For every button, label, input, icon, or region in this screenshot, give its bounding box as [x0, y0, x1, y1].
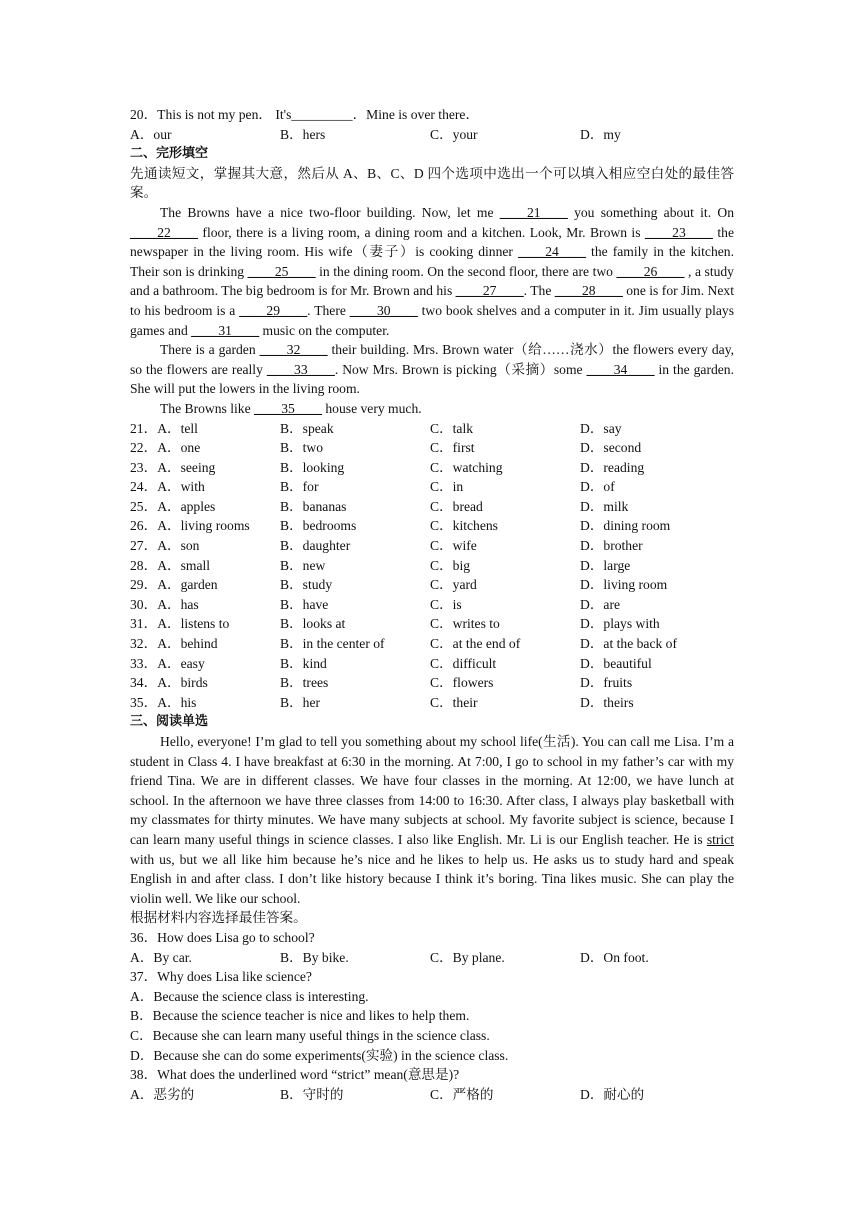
option-c[interactable]: C．in — [430, 479, 464, 495]
option-d[interactable]: D．second — [580, 440, 642, 456]
option-c[interactable]: C．yard — [430, 577, 477, 593]
option-b[interactable]: B．守时的 — [280, 1086, 344, 1102]
question-number: 24． — [130, 479, 158, 495]
question-number: 28． — [130, 557, 158, 573]
question-number: 27． — [130, 538, 158, 554]
question-number: 22． — [130, 440, 158, 456]
cloze-blank[interactable]: ____24____ — [518, 244, 586, 260]
option-d[interactable]: D．milk — [580, 498, 629, 514]
option-a[interactable] — [130, 497, 280, 517]
option-text[interactable]: A．birds — [157, 675, 208, 691]
option-b[interactable]: B．trees — [280, 675, 329, 691]
cloze-text: . The — [523, 283, 555, 299]
option-d[interactable]: D．are — [580, 596, 621, 612]
exam-page — [130, 105, 734, 1104]
cloze-question-row — [130, 673, 734, 693]
option-c[interactable]: C．writes to — [430, 616, 500, 632]
cloze-text: in the dining room. On the second floor, there are two — [315, 263, 617, 279]
cloze-text: one is for Jim. Next to his bedroom is a — [130, 283, 734, 318]
question-36-options — [130, 948, 734, 968]
option-a[interactable] — [130, 516, 280, 536]
question-number: 26． — [130, 518, 158, 534]
cloze-text: two book shelves and a computer in it. Jim usually plays games and — [130, 302, 734, 338]
option-a[interactable]: A．恶劣的 — [130, 1086, 195, 1102]
option-d[interactable]: D．Because she can do some experiments(实验) in the science class. — [130, 1047, 509, 1063]
question-number: 35． — [130, 694, 158, 710]
cloze-paragraph — [130, 340, 734, 399]
option-b[interactable]: B．two — [280, 440, 324, 456]
option-c[interactable]: C．first — [430, 440, 475, 456]
option-d[interactable]: D．theirs — [580, 694, 634, 710]
cloze-blank[interactable]: ____32____ — [259, 342, 328, 358]
section-3-title: 三、阅读单选 — [130, 714, 209, 730]
cloze-paragraph — [130, 203, 734, 340]
option-d[interactable]: D．beautiful — [580, 655, 652, 671]
option-text[interactable]: A．easy — [157, 655, 205, 671]
cloze-question-row — [130, 536, 734, 556]
cloze-text: the newspaper in the living room. His wife（妻子）is cooking dinner — [130, 224, 734, 260]
question-38-options — [130, 1085, 734, 1105]
option-c[interactable]: C．By plane. — [430, 949, 505, 965]
option-b[interactable]: B．have — [280, 596, 329, 612]
question-number: 33． — [130, 655, 158, 671]
cloze-question-row — [130, 516, 734, 536]
option-a[interactable]: A．Because the science class is interesting. — [130, 988, 369, 1004]
option-text[interactable]: A．behind — [157, 636, 218, 652]
cloze-text: , a study and a bathroom. The big bedroom is for Mr. Brown and his — [130, 263, 734, 299]
reading-passage-part-1: Hello, everyone! I’m glad to tell you something about my school life(生活). You can call me Lisa. I’m a student in Class 4. I have breakfast at 6:30 in the morning. At 7:00, I go to school in my father’s car with my friend Tina. We are in different classes. We have four classes in the morning. At 12:00, we have lunch at school. In the afternoon we have three classes from 14:00 to 16:30. After class, I always play basketball with my classmates for thirty minutes. We have many subjects at school. My favorite subject is science, because I can learn many useful things in science classes. I also like English. Mr. Li is our English teacher. He is — [130, 734, 734, 847]
option-b[interactable]: B．in the center of — [280, 636, 385, 652]
option-a[interactable]: A．our — [130, 126, 172, 142]
question-number: 29． — [130, 577, 158, 593]
option-c[interactable]: C．wife — [430, 538, 477, 554]
option-c[interactable]: C．严格的 — [430, 1086, 494, 1102]
question-20-stem: 20．This is not my pen． It's_________．Mine is over there． — [130, 107, 480, 122]
option-c[interactable]: C．their — [430, 694, 478, 710]
cloze-text: . There — [307, 302, 350, 318]
option-d[interactable]: D．large — [580, 557, 631, 573]
option-d[interactable]: D．living room — [580, 577, 668, 593]
option-d[interactable]: D．of — [580, 479, 615, 495]
cloze-blank[interactable]: ____34____ — [586, 361, 655, 377]
option-b[interactable]: B．bedrooms — [280, 518, 357, 534]
option-d[interactable]: D．brother — [580, 538, 643, 554]
cloze-blank[interactable]: ____28____ — [554, 283, 623, 299]
cloze-blank[interactable]: ____25____ — [247, 263, 316, 279]
underlined-word-strict: strict — [706, 831, 734, 847]
cloze-blank[interactable]: ____31____ — [191, 322, 260, 338]
option-a[interactable]: A．By car. — [130, 949, 192, 965]
cloze-text: floor, there is a living room, a dining room and a kitchen. Look, Mr. Brown is — [197, 224, 645, 240]
option-c[interactable]: C．flowers — [430, 675, 494, 691]
option-d[interactable]: D．my — [580, 126, 621, 142]
option-d[interactable]: D．耐心的 — [580, 1086, 645, 1102]
cloze-blank[interactable]: ____33____ — [266, 361, 335, 377]
cloze-question-row — [130, 556, 734, 576]
cloze-text: in the garden. She will put the lowers in the living room. — [130, 361, 735, 397]
cloze-text: you something about it. On — [567, 204, 734, 220]
option-a[interactable] — [130, 556, 280, 576]
option-b[interactable]: B．bananas — [280, 498, 347, 514]
option-c[interactable]: C．bread — [430, 498, 483, 514]
reading-passage — [130, 732, 734, 908]
cloze-question-row — [130, 458, 734, 478]
cloze-question-row — [130, 419, 734, 439]
option-c[interactable]: C．talk — [430, 420, 474, 436]
question-37-stem: 37．Why does Lisa like science? — [130, 969, 312, 985]
option-a[interactable] — [130, 536, 280, 556]
cloze-question-row — [130, 477, 734, 497]
option-a[interactable] — [130, 634, 280, 654]
option-text[interactable]: A．has — [157, 596, 199, 612]
option-text[interactable]: A．son — [157, 538, 200, 554]
option-b[interactable]: B．study — [280, 577, 333, 593]
cloze-blank[interactable]: ____29____ — [239, 302, 308, 318]
option-c[interactable]: C．is — [430, 596, 462, 612]
option-c[interactable]: C．Because she can learn many useful things in the science class. — [130, 1027, 490, 1043]
option-d[interactable]: D．plays with — [580, 616, 660, 632]
reading-passage-part-2: with us, but we all like him because he’s nice and he likes to help us. He asks us to study hard and speak English in and after class. I don’t like history because I think it’s boring. Tina likes music. She can play the violin well. We like our school. — [130, 851, 734, 906]
option-a[interactable] — [130, 673, 280, 693]
option-d[interactable]: D．reading — [580, 459, 645, 475]
option-text[interactable]: A．tell — [157, 420, 198, 436]
question-number: 34． — [130, 675, 158, 691]
option-a[interactable] — [130, 419, 280, 439]
question-36-stem: 36．How does Lisa go to school? — [130, 929, 315, 945]
cloze-text: . Now Mrs. Brown is picking（采摘）some — [334, 361, 587, 377]
option-text[interactable]: A．listens to — [157, 616, 230, 632]
cloze-text: The Browns like — [160, 400, 255, 416]
option-a[interactable] — [130, 693, 280, 713]
option-text[interactable]: A．living rooms — [157, 518, 250, 534]
option-b[interactable]: B．looking — [280, 459, 345, 475]
question-number: 21． — [130, 420, 158, 436]
option-text[interactable]: A．seeing — [157, 459, 216, 475]
cloze-question-row — [130, 654, 734, 674]
cloze-passage — [130, 203, 734, 419]
question-number: 32． — [130, 636, 158, 652]
option-b[interactable]: B．kind — [280, 655, 327, 671]
option-b[interactable]: B．By bike. — [280, 949, 349, 965]
cloze-blank[interactable]: ____22____ — [130, 224, 198, 240]
question-38-stem: 38．What does the underlined word “strict” mean(意思是)? — [130, 1067, 460, 1083]
option-a[interactable] — [130, 575, 280, 595]
option-b[interactable]: B．hers — [280, 126, 326, 142]
option-a[interactable] — [130, 614, 280, 634]
section-2-instruction: 先通读短文，掌握其大意，然后从 A、B、C、D 四个选项中选出一个可以填入相应空白处的最佳答案。 — [130, 165, 734, 201]
option-a[interactable] — [130, 654, 280, 674]
cloze-question-row — [130, 438, 734, 458]
option-a[interactable] — [130, 595, 280, 615]
question-number: 31． — [130, 616, 158, 632]
option-d[interactable]: D．at the back of — [580, 636, 678, 652]
cloze-text: the family in the kitchen. Their son is drinking — [130, 244, 734, 279]
option-text[interactable]: A．apples — [157, 498, 216, 514]
question-number: 30． — [130, 596, 158, 612]
option-a[interactable] — [130, 438, 280, 458]
cloze-question-row — [130, 634, 734, 654]
option-b[interactable]: B．Because the science teacher is nice and likes to help them. — [130, 1008, 470, 1024]
option-d[interactable]: D．fruits — [580, 675, 633, 691]
cloze-blank[interactable]: ____21____ — [499, 204, 568, 220]
cloze-blank[interactable]: ____30____ — [349, 302, 418, 318]
cloze-text: There is a garden — [160, 342, 260, 358]
option-b[interactable]: B．looks at — [280, 616, 346, 632]
option-c[interactable]: C．your — [430, 126, 478, 142]
cloze-question-row — [130, 595, 734, 615]
option-b[interactable]: B．her — [280, 694, 321, 710]
cloze-blank[interactable]: ____27____ — [455, 283, 524, 299]
option-text[interactable]: A．one — [157, 440, 201, 456]
question-20-options — [130, 125, 734, 145]
cloze-blank[interactable]: ____26____ — [616, 263, 685, 279]
cloze-text: their building. Mrs. Brown water（给……浇水）the flowers every day, so the flowers are really — [130, 342, 735, 377]
option-text[interactable]: A．with — [157, 479, 205, 495]
cloze-question-row — [130, 575, 734, 595]
section-3-instruction: 根据材料内容选择最佳答案。 — [130, 910, 307, 926]
cloze-question-row — [130, 497, 734, 517]
cloze-paragraph — [130, 399, 734, 419]
question-number: 25． — [130, 498, 158, 514]
option-c[interactable]: C．big — [430, 557, 471, 573]
option-text[interactable]: A．garden — [157, 577, 218, 593]
section-2-title: 二、完形填空 — [130, 146, 209, 162]
option-b[interactable]: B．for — [280, 479, 319, 495]
cloze-blank[interactable]: ____35____ — [254, 400, 322, 416]
option-b[interactable]: B．speak — [280, 420, 334, 436]
option-c[interactable]: C．difficult — [430, 655, 497, 671]
cloze-blank[interactable]: ____23____ — [644, 224, 713, 240]
option-text[interactable]: A．his — [157, 694, 197, 710]
option-b[interactable]: B．new — [280, 557, 326, 573]
cloze-question-row — [130, 614, 734, 634]
cloze-text: The Browns have a nice two-floor building. Now, let me — [160, 204, 500, 220]
question-number: 23． — [130, 459, 158, 475]
option-b[interactable]: B．daughter — [280, 538, 351, 554]
cloze-text: house very much. — [321, 400, 422, 416]
option-a[interactable] — [130, 458, 280, 478]
option-c[interactable]: C．at the end of — [430, 636, 521, 652]
cloze-questions — [130, 419, 734, 713]
option-d[interactable]: D．dining room — [580, 518, 671, 534]
option-c[interactable]: C．watching — [430, 459, 503, 475]
option-c[interactable]: C．kitchens — [430, 518, 498, 534]
option-d[interactable]: D．say — [580, 420, 622, 436]
cloze-question-row — [130, 693, 734, 713]
option-a[interactable] — [130, 477, 280, 497]
option-text[interactable]: A．small — [157, 557, 211, 573]
option-d[interactable]: D．On foot. — [580, 949, 649, 965]
cloze-text: music on the computer. — [259, 322, 390, 338]
